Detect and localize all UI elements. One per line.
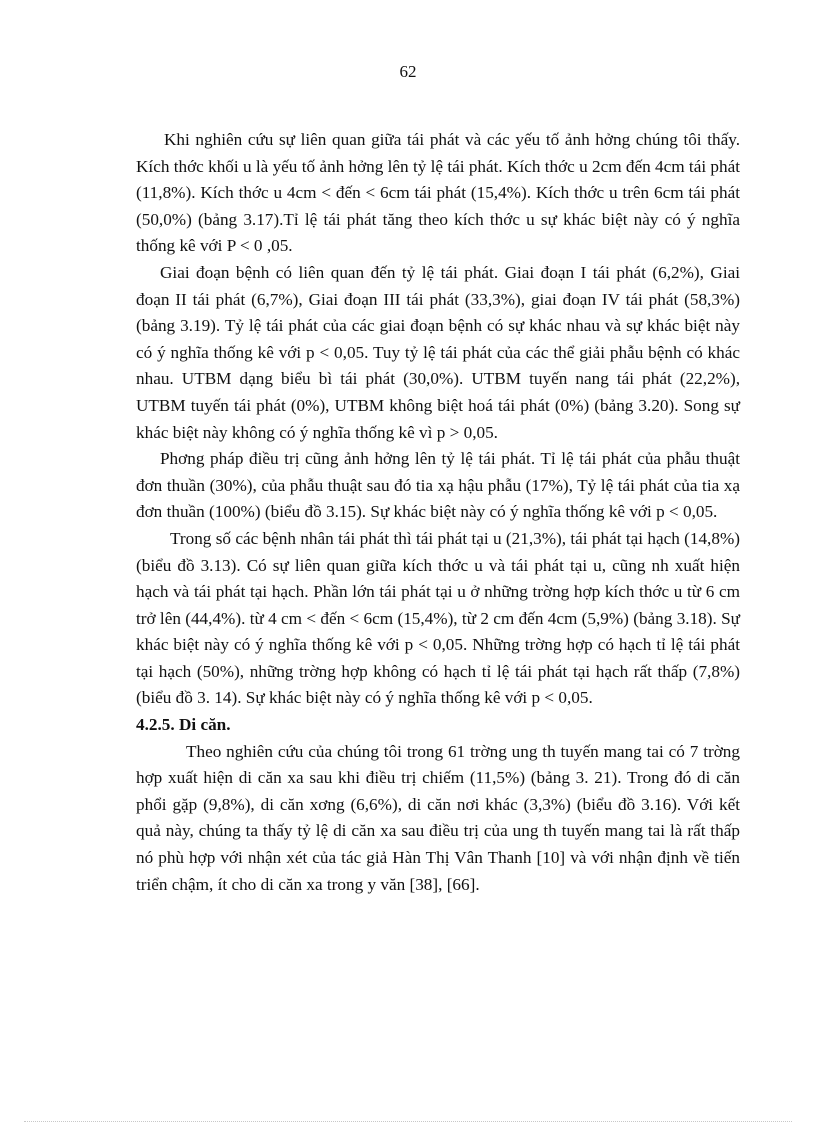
paragraph-recurrence-sites: Trong số các bệnh nhân tái phát thì tái phát tại u (21,3%), tái phát tại hạch (14,8%) (biểu đồ 3.13). Có sự liên quan giữa kích thớc u và tái phát tại u, cũng nh xuất hiện hạch và tái phát tại hạch. Phần lớn tái phát tại u ở những trờng hợp kích thớc u từ 6 cm trở lên (44,4%). từ 4 cm < đến < 6cm (15,4%), từ 2 cm đến 4cm (5,9%) (bảng 3.18). Sự khác biệt này có ý nghĩa thống kê với p < 0,05. Những trờng hợp có hạch tỉ lệ tái phát tại hạch (50%), những trờng hợp không có hạch tỉ lệ tái phát tại hạch rất thấp (7,8%) (biểu đồ 3. 14). Sự khác biệt này có ý nghĩa thống kê với p < 0,05. (136, 528, 740, 708)
paragraph-disease-stage: Giai đoạn bệnh có liên quan đến tỷ lệ tái phát. Giai đoạn I tái phát (6,2%), Giai đoạn II tái phát (6,7%), Giai đoạn III tái phát (33,3%), giai đoạn IV tái phát (58,3%) (bảng 3.19). Tỷ lệ tái phát của các giai đoạn bệnh có sự khác nhau và sự khác biệt này có ý nghĩa thống kê với p < 0,05. Tuy tỷ lệ tái phát của các thể giải phẫu bệnh có khác nhau. UTBM dạng biểu bì tái phát (30,0%). UTBM tuyến nang tái phát (22,2%), UTBM tuyến tái phát (0%), UTBM không biệt hoá tái phát (0%) (bảng 3.20). Song sự khác biệt này không có ý nghĩa thống kê vì p > 0,05. (136, 262, 740, 442)
paragraph-treatment-method: Phơng pháp điều trị cũng ảnh hởng lên tỷ lệ tái phát. Tỉ lệ tái phát của phẫu thuật đơn thuần (30%), của phẫu thuật sau đó tia xạ hậu phẫu (17%), Tỷ lệ tái phát của tia xạ đơn thuần (100%) (biểu đồ 3.15). Sự khác biệt này có ý nghĩa thống kê với p < 0,05. (136, 449, 740, 522)
paragraph-metastasis: Theo nghiên cứu của chúng tôi trong 61 trờng ung th tuyến mang tai có 7 trờng hợp xuất hiện di căn xa sau khi điều trị chiếm (11,5%) (bảng 3. 21). Trong đó di căn phổi gặp (9,8%), di căn xơng (6,6%), di căn nơi khác (3,3%) (biểu đồ 3.16). Với kết quả này, chúng ta thấy tỷ lệ di căn xa sau điều trị của ung th tuyến mang tai là rất thấp nó phù hợp với nhận xét của tác giả Hàn Thị Vân Thanh [10] và với nhận định về tiến triển chậm, ít cho di căn xa trong y văn [38], [66]. (136, 741, 740, 894)
body-text (136, 127, 740, 898)
page-number: 62 (399, 62, 417, 81)
section-heading-metastasis: 4.2.5. Di căn. (136, 715, 231, 735)
paragraph-recurrence-factors: Khi nghiên cứu sự liên quan giữa tái phát và các yếu tố ảnh hởng chúng tôi thấy. Kích thớc khối u là yếu tố ảnh hởng lên tỷ lệ tái phát. Kích thớc u 2cm đến 4cm tái phát (11,8%). Kích thớc u 4cm < đến < 6cm tái phát (15,4%). Kích thớc u trên 6cm tái phát (50,0%) (bảng 3.17).Tỉ lệ tái phát tăng theo kích thớc u sự khác biệt này có ý nghĩa thống kê với P < 0 ,05. (136, 130, 740, 256)
page-bottom-divider (24, 1121, 792, 1122)
